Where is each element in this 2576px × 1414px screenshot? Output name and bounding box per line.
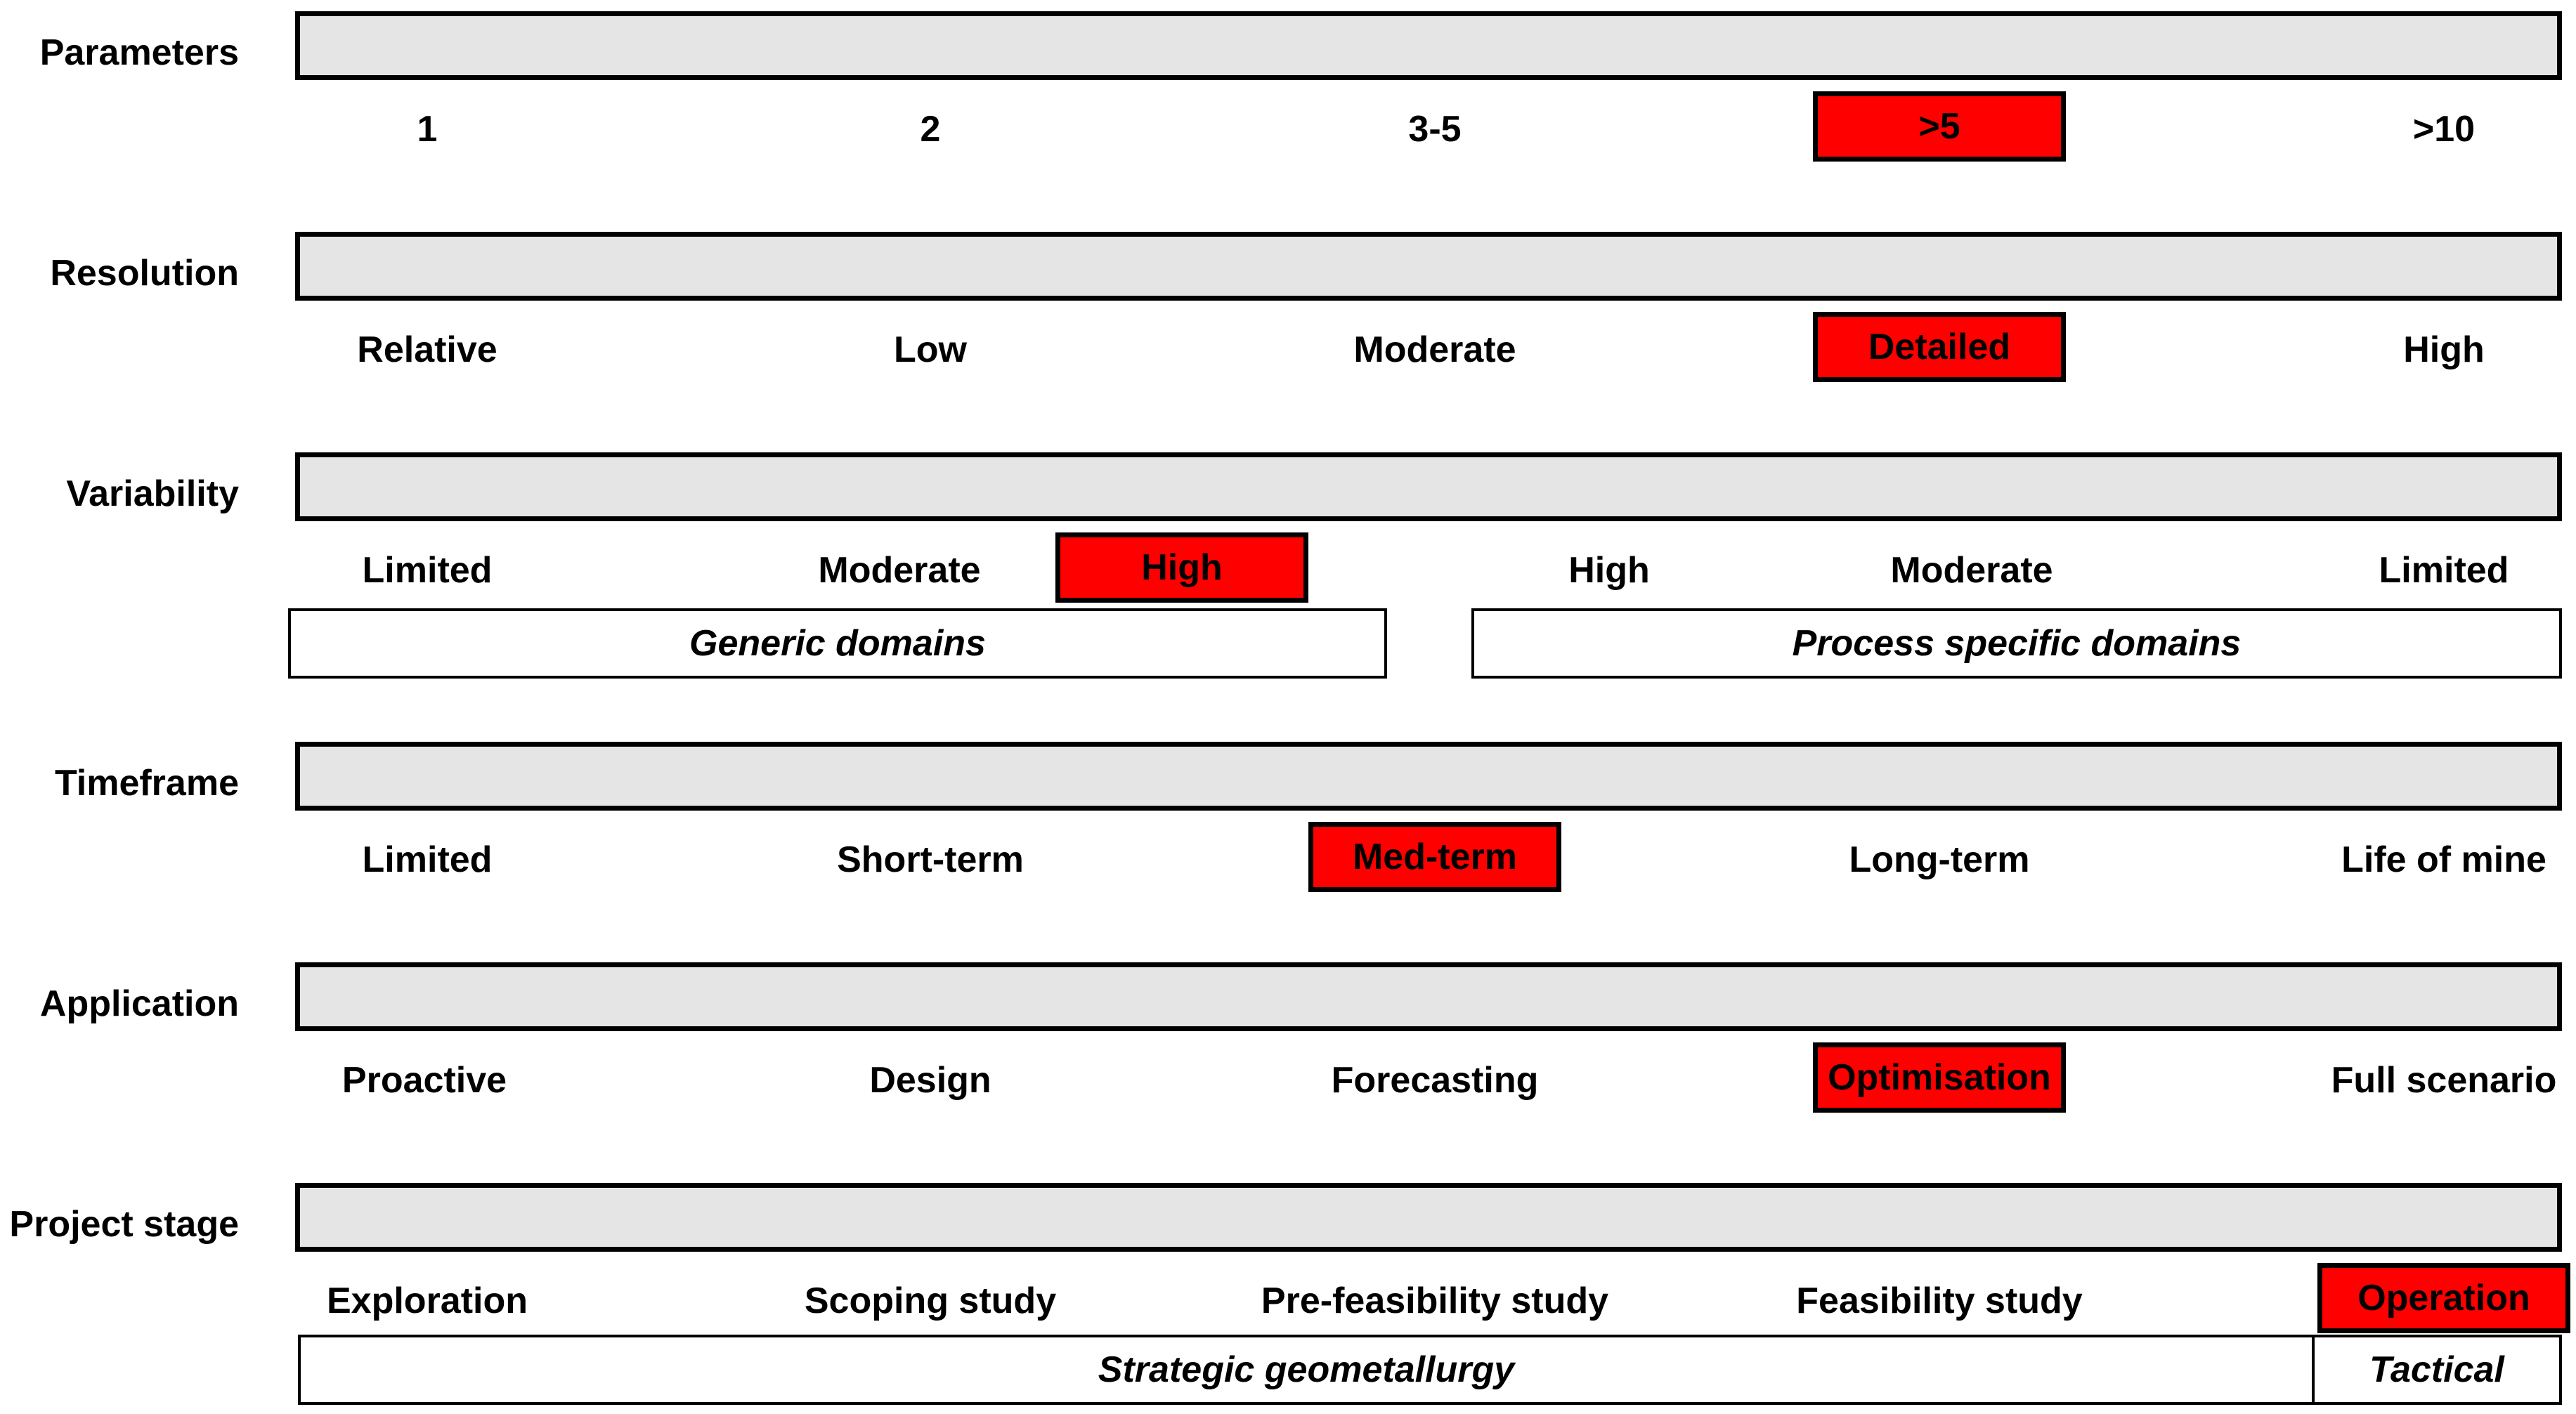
- option-label-selected: Optimisation: [1813, 1042, 2066, 1113]
- option-label: Feasibility study: [1796, 1281, 2083, 1321]
- row-label: Project stage: [9, 1204, 239, 1245]
- row-resolution: [0, 221, 2576, 417]
- option-label: 3-5: [1408, 109, 1462, 150]
- option-label: High: [2403, 329, 2485, 370]
- row-label: Timeframe: [54, 763, 239, 804]
- option-label: Exploration: [326, 1281, 528, 1321]
- track-bar: [295, 1183, 2562, 1252]
- option-label: Moderate: [1353, 329, 1516, 370]
- option-label-selected: >5: [1813, 91, 2066, 162]
- option-label-selected: Med-term: [1308, 822, 1561, 892]
- track-bar: [295, 452, 2562, 521]
- option-label: Short-term: [837, 839, 1024, 880]
- group-generic-domains: Generic domains: [288, 608, 1387, 679]
- row-label: Variability: [66, 473, 239, 514]
- row-timeframe: [0, 731, 2576, 927]
- track-bar: [295, 232, 2562, 301]
- option-label: Low: [894, 329, 967, 370]
- option-label: Moderate: [1890, 550, 2053, 591]
- row-label: Parameters: [39, 32, 239, 73]
- option-label: Pre-feasibility study: [1261, 1281, 1609, 1321]
- option-label-selected: High: [1055, 532, 1308, 603]
- option-label: Long-term: [1849, 839, 2030, 880]
- option-label: Life of mine: [2341, 839, 2546, 880]
- option-label-selected: Operation: [2317, 1263, 2570, 1333]
- option-label: Scoping study: [804, 1281, 1057, 1321]
- group-process-specific-domains: Process specific domains: [1471, 608, 2562, 679]
- option-label-selected: Detailed: [1813, 312, 2066, 382]
- row-parameters: [0, 0, 2576, 197]
- option-label: Proactive: [341, 1060, 507, 1101]
- option-label: Forecasting: [1331, 1060, 1539, 1101]
- option-label: High: [1568, 550, 1650, 591]
- group-tactical: Tactical: [2312, 1335, 2562, 1405]
- row-label: Resolution: [50, 253, 239, 294]
- track-bar: [295, 742, 2562, 811]
- group-strategic-geometallurgy: Strategic geometallurgy: [298, 1335, 2315, 1405]
- row-application: [0, 951, 2576, 1148]
- option-label: Relative: [357, 329, 497, 370]
- option-label: Limited: [362, 550, 493, 591]
- option-label: Design: [869, 1060, 991, 1101]
- option-label: 2: [920, 109, 941, 150]
- option-label: Limited: [362, 839, 493, 880]
- track-bar: [295, 962, 2562, 1031]
- option-label: >10: [2412, 109, 2476, 150]
- row-variability: [0, 441, 2576, 664]
- option-label: 1: [417, 109, 438, 150]
- option-label: Moderate: [818, 550, 981, 591]
- row-label: Application: [39, 983, 239, 1024]
- option-label: Full scenario: [2331, 1060, 2557, 1101]
- row-project-stage: [0, 1172, 2576, 1390]
- track-bar: [295, 11, 2562, 80]
- option-label: Limited: [2379, 550, 2509, 591]
